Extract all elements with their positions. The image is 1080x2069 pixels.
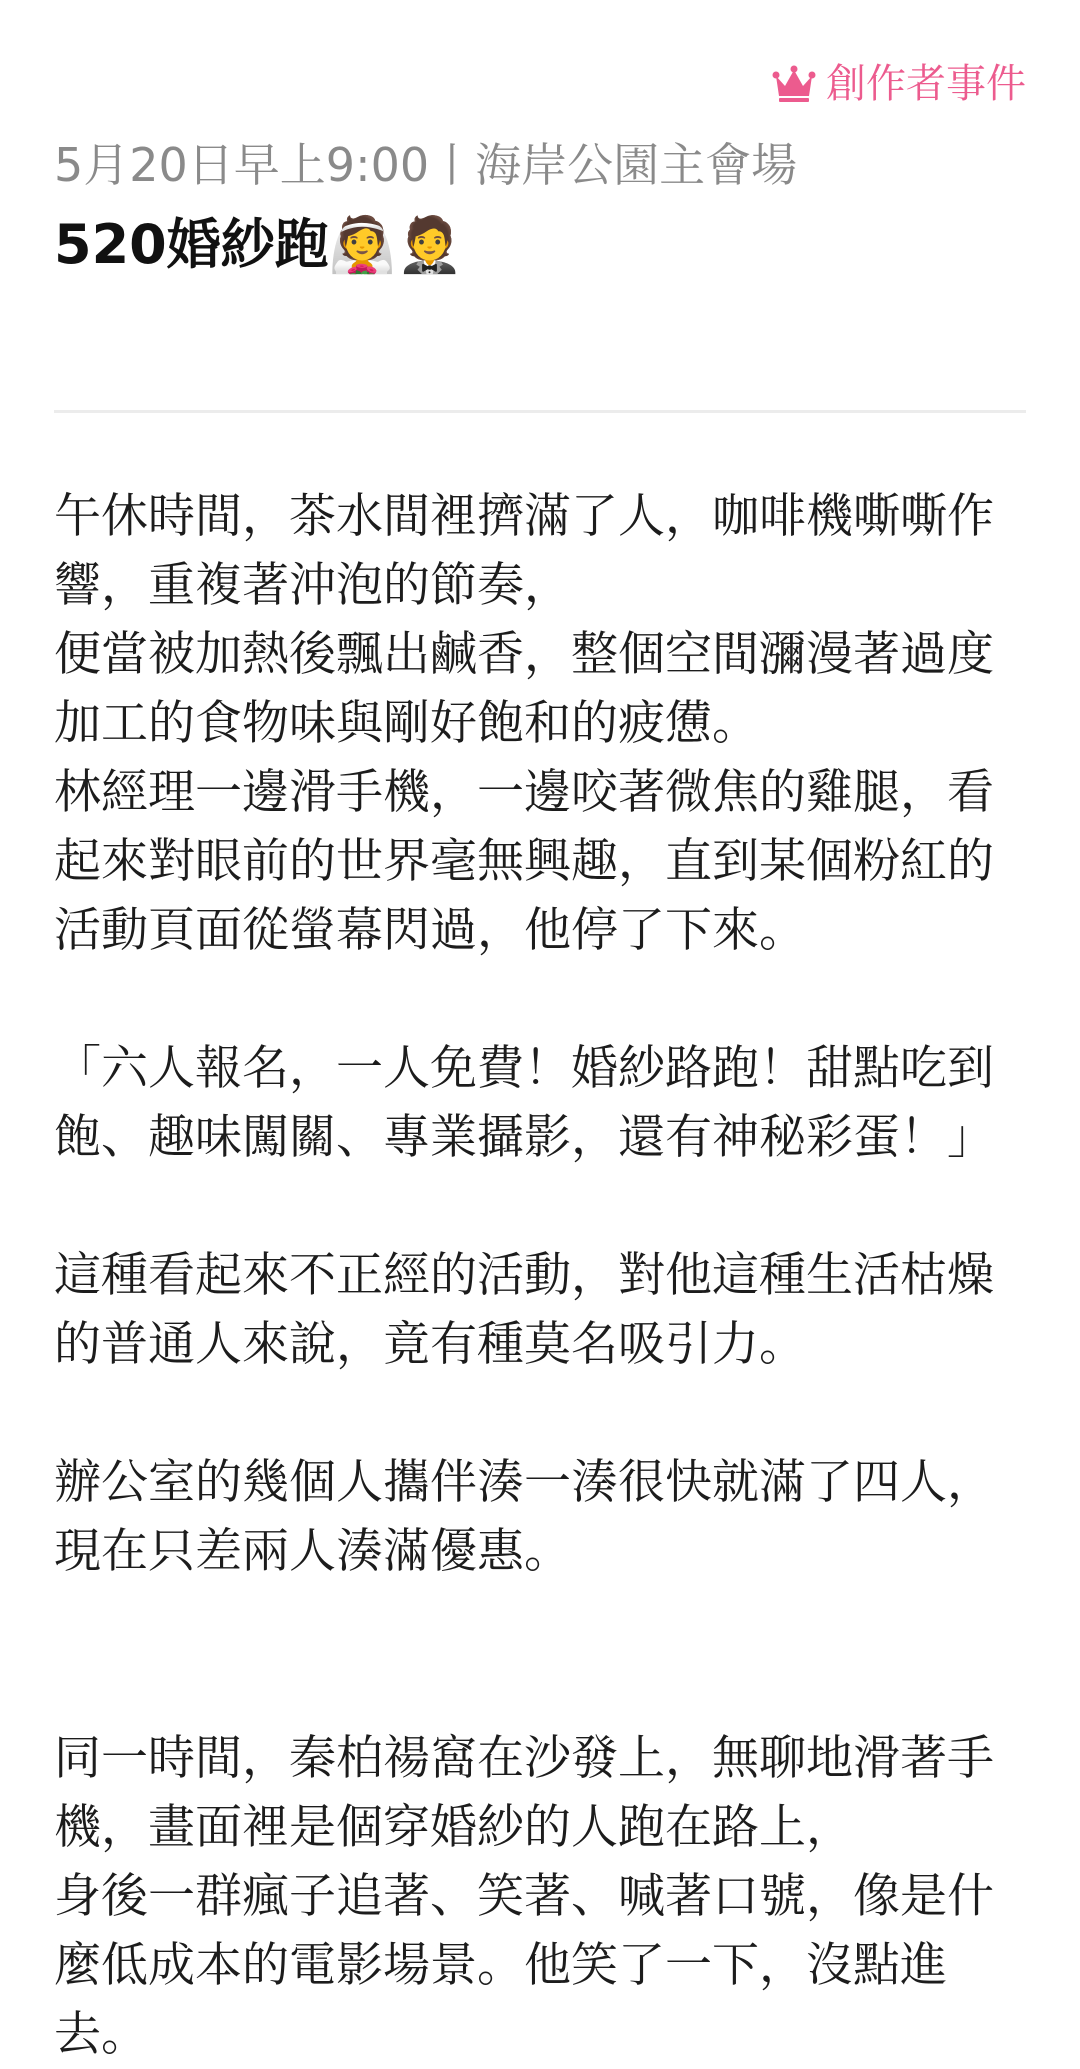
paragraph: 午休時間，茶水間裡擠滿了人，咖啡機嘶嘶作響，重複著沖泡的節奏， [54, 489, 994, 613]
paragraph: 便當被加熱後飄出鹹香，整個空間瀰漫著過度加工的食物味與剛好飽和的疲憊。 [54, 627, 994, 751]
event-title: 520婚紗跑👰🤵 [54, 213, 464, 276]
paragraph-spacer [54, 1379, 1026, 1448]
paragraph: 辦公室的幾個人攜伴湊一湊很快就滿了四人，現在只差兩人湊滿優惠。 [54, 1455, 994, 1579]
paragraph: 這種看起來不正經的活動，對他這種生活枯燥的普通人來說，竟有種莫名吸引力。 [54, 1248, 994, 1372]
article-body [54, 482, 1026, 2069]
divider [54, 410, 1026, 413]
paragraph-spacer [54, 1172, 1026, 1241]
paragraph: 同一時間，秦柏禓窩在沙發上，無聊地滑著手機，畫面裡是個穿婚紗的人跑在路上， [54, 1731, 994, 1855]
paragraph: 身後一群瘋子追著、笑著、喊著口號，像是什麼低成本的電影場景。他笑了一下，沒點進去。 [54, 1869, 994, 2062]
paragraph: 林經理一邊滑手機，一邊咬著微焦的雞腿，看起來對眼前的世界毫無興趣，直到某個粉紅的活動頁面從螢幕閃過，他停了下來。 [54, 765, 994, 958]
creator-event-badge[interactable] [772, 58, 1026, 110]
paragraph-spacer [54, 1586, 1026, 1724]
paragraph: 「六人報名，一人免費！婚紗路跑！甜點吃到飽、趣味闖關、專業攝影，還有神秘彩蛋！」 [54, 1041, 994, 1165]
paragraph-spacer [54, 965, 1026, 1034]
badge-label: 創作者事件 [826, 61, 1026, 107]
crown-icon [772, 64, 816, 104]
event-datetime-location: 5月20日早上9:00丨海岸公園主會場 [54, 138, 798, 192]
